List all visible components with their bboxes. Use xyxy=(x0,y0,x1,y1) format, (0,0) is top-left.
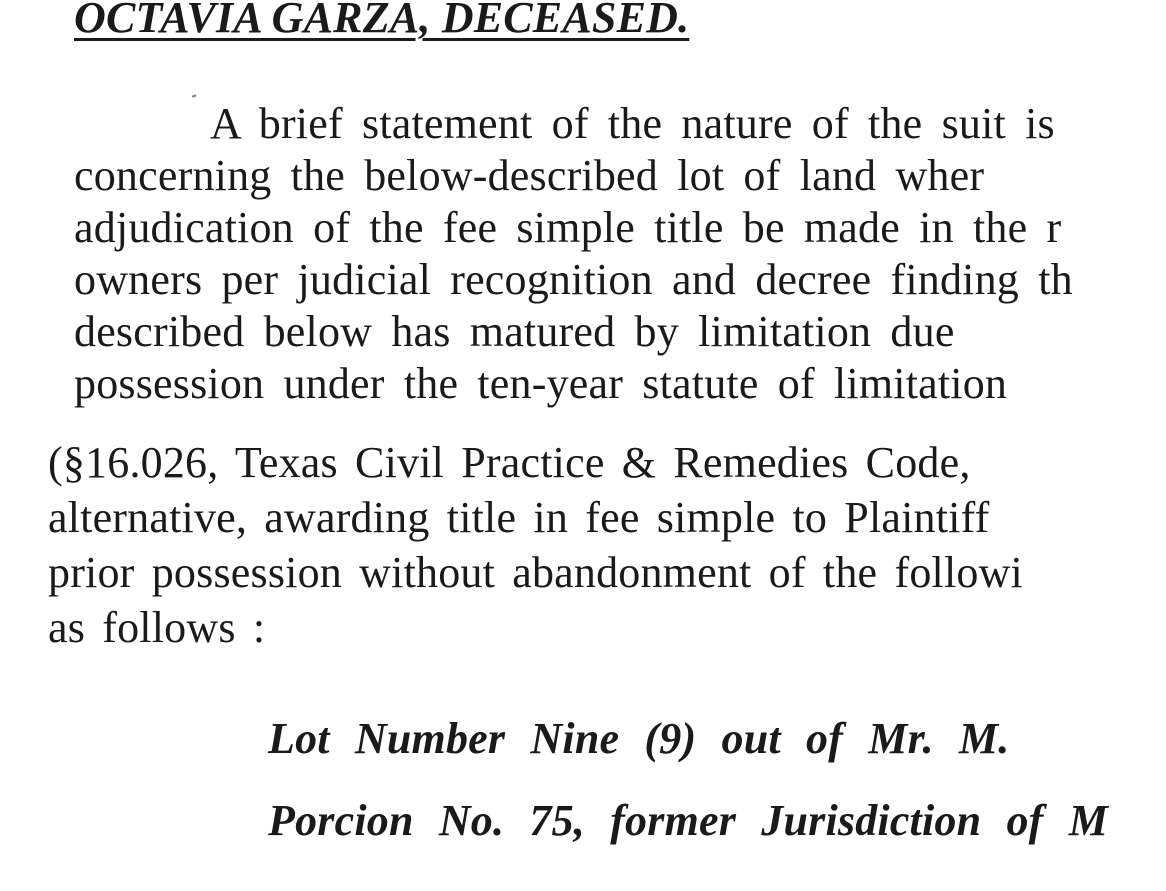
paragraph-1-line-5: described below has matured by limitation due xyxy=(74,307,955,356)
paragraph-1-line-6: possession under the ten-year statute of limitation xyxy=(74,359,1008,408)
scan-speck xyxy=(192,94,196,97)
paragraph-2-line-3: prior possession without abandonment of the followi xyxy=(48,548,1023,597)
paragraph-1-line-3: adjudication of the fee simple title be made in the r xyxy=(74,203,1062,252)
property-description-line-2: Porcion No. 75, former Jurisdiction of M xyxy=(268,796,1109,845)
paragraph-2-line-1: (§16.026, Texas Civil Practice & Remedies Code, xyxy=(48,438,971,487)
paragraph-2-line-2: alternative, awarding title in fee simple to Plaintiff xyxy=(48,493,990,542)
property-description-line-1: Lot Number Nine (9) out of Mr. M. xyxy=(268,714,1010,763)
case-heading: OCTAVIA GARZA, DECEASED. xyxy=(74,0,690,42)
paragraph-2-line-4: as follows : xyxy=(48,603,266,652)
paragraph-1-line-4: owners per judicial recognition and decree finding th xyxy=(74,255,1073,304)
paragraph-1-line-2: concerning the below-described lot of land wher xyxy=(74,151,985,200)
paragraph-1-line-1: A brief statement of the nature of the suit is xyxy=(210,99,1055,148)
